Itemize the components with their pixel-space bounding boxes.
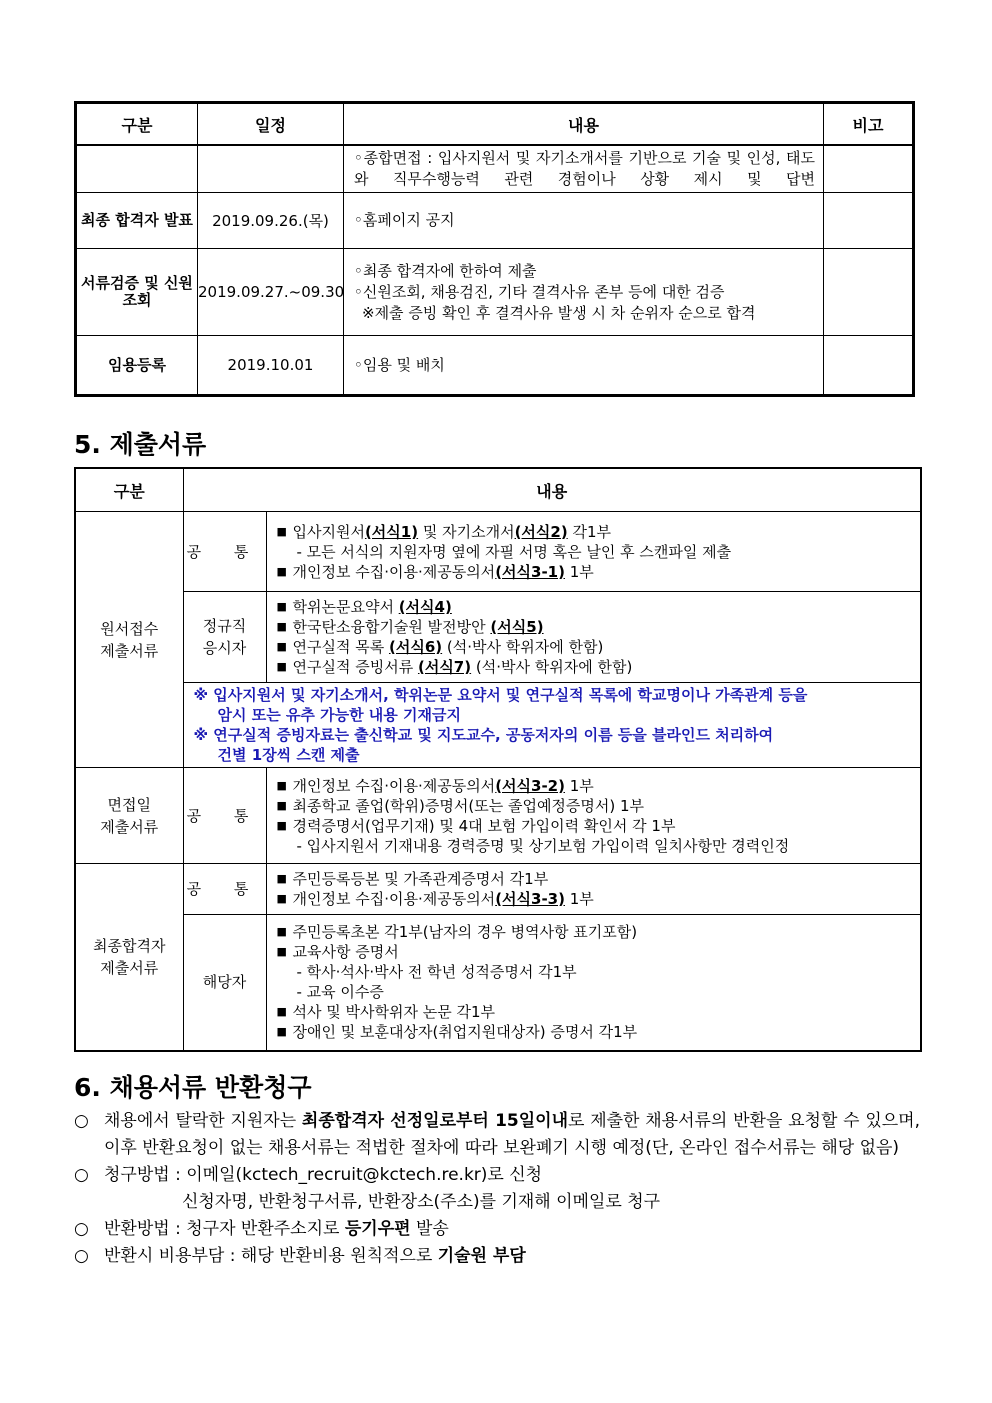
item-list xyxy=(277,922,913,1042)
list-item: ■ 석사 및 박사학위자 논문 각1부 xyxy=(277,1002,913,1022)
item-text: 입사지원서 xyxy=(292,522,365,541)
table-row xyxy=(76,193,914,249)
sub-label-text: 공 통 xyxy=(186,880,263,898)
table-row xyxy=(76,336,914,396)
paragraph xyxy=(74,1108,920,1162)
group-label-application xyxy=(75,512,183,768)
table-row xyxy=(75,864,921,915)
form-ref: (서식3-2) xyxy=(495,776,565,795)
row-content: ◦종합면접 : 입사지원서 및 자기소개서를 기반으로 기술 및 인성, 태도와 직무수행능력 관련 경험이나 상황 제시 및 답변 xyxy=(344,145,824,193)
table-row xyxy=(76,145,914,193)
list-item: ■ 주민등록등본 및 가족관계증명서 각1부 xyxy=(277,869,913,889)
item-text: 각1부 xyxy=(567,522,612,541)
sub-label-text: 공 통 xyxy=(186,806,263,825)
documents-header-row xyxy=(75,468,921,512)
row-date: 2019.09.26.(목) xyxy=(198,193,344,249)
list-subitem: - 교육 이수증 xyxy=(296,983,384,1002)
form-ref: (서식5) xyxy=(490,618,544,636)
item-list xyxy=(277,597,913,677)
form-ref: (서식4) xyxy=(398,598,452,616)
sub-label-applicable: 해당자 xyxy=(183,915,266,1051)
table-row xyxy=(75,768,921,864)
list-item xyxy=(277,562,913,582)
row-date: 2019.09.27.~09.30 xyxy=(198,249,344,336)
text: 발송 xyxy=(410,1219,449,1239)
list-item xyxy=(277,889,913,909)
row-content xyxy=(344,249,824,336)
items-cell xyxy=(266,592,921,683)
sub-label-common xyxy=(183,864,266,915)
sub-label-regular xyxy=(183,592,266,683)
list-item xyxy=(277,776,913,796)
item-text: 개인정보 수집·이용·제공동의서 xyxy=(292,890,496,908)
documents-table xyxy=(74,467,922,1052)
sub-label-common xyxy=(183,512,266,592)
group-label-line: 제출서류 xyxy=(100,641,159,660)
form-ref: (서식3-1) xyxy=(495,562,565,581)
items-cell xyxy=(266,512,921,592)
list-item: ■ 경력증명서(업무기재) 및 4대 보험 가입이력 확인서 각 1부 xyxy=(277,816,913,836)
item-text: 개인정보 수집·이용·제공동의서 xyxy=(292,776,496,795)
form-ref: (서식7) xyxy=(417,658,472,676)
table-row xyxy=(75,592,921,683)
notice-line: 건별 1장씩 스캔 제출 xyxy=(217,746,360,764)
row-note xyxy=(824,249,914,336)
list-subitem: - 학사·석사·박사 전 학년 성적증명서 각1부 xyxy=(296,963,577,982)
items-cell xyxy=(266,768,921,864)
row-date: 2019.10.01 xyxy=(198,336,344,396)
text: 반환시 비용부담 : 해당 반환비용 원칙적으로 xyxy=(104,1246,438,1266)
item-text: 개인정보 수집·이용·제공동의서 xyxy=(292,562,496,581)
list-subitem: - 모든 서식의 지원자명 옆에 자필 서명 혹은 날인 후 스캔파일 제출 xyxy=(296,542,732,561)
header-category: 구분 xyxy=(76,103,198,146)
paragraph-text xyxy=(104,1216,920,1243)
group-label-line: 면접일 xyxy=(107,795,151,814)
list-item xyxy=(277,597,913,617)
text: 로 제출한 채용서류의 반환을 요청할 수 있으며, 이후 반환요청이 없는 채용서류는 적법한 절차에 따라 보완폐기 시행 예정(단, 온라인 접수서류는 해당 없음) xyxy=(104,1111,920,1158)
group-label-line: 제출서류 xyxy=(100,958,159,977)
emphasis: 등기우편 xyxy=(344,1219,411,1239)
items-cell xyxy=(266,915,921,1051)
row-category: 임용등록 xyxy=(76,336,198,396)
table-row xyxy=(75,512,921,592)
text: 반환방법 : 청구자 반환주소지로 xyxy=(104,1219,345,1239)
paragraph xyxy=(74,1162,920,1189)
header-category: 구분 xyxy=(75,468,183,512)
emphasis: 최종합격자 선정일로부터 15일이내 xyxy=(301,1111,569,1131)
row-note xyxy=(824,145,914,193)
section-5-title: 5. 제출서류 xyxy=(74,430,207,459)
sub-label-common xyxy=(183,768,266,864)
section-6-body xyxy=(74,1108,920,1270)
item-text: 학위논문요약서 xyxy=(292,598,399,616)
sub-label-text: 공 통 xyxy=(186,542,263,561)
row-category: 서류검증 및 신원조회 xyxy=(76,249,198,336)
emphasis: 기술원 부담 xyxy=(437,1246,526,1266)
schedule-table xyxy=(74,101,915,397)
item-text: 연구실적 목록 xyxy=(292,638,389,656)
sub-label-line: 정규직 xyxy=(202,617,247,635)
item-text: 1부 xyxy=(564,776,594,795)
item-text: 및 자기소개서 xyxy=(418,522,515,541)
form-ref: (서식6) xyxy=(388,638,443,656)
list-item: ■ 최종학교 졸업(학위)증명서(또는 졸업예정증명서) 1부 xyxy=(277,796,913,816)
section-6-title: 6. 채용서류 반환청구 xyxy=(74,1073,312,1102)
content-line: ※제출 증빙 확인 후 결격사유 발생 시 차 순위자 순으로 합격 xyxy=(362,303,756,322)
item-text: 한국탄소융합기술원 발전방안 xyxy=(292,618,491,636)
header-content: 내용 xyxy=(183,468,921,512)
row-date xyxy=(198,145,344,193)
paragraph-text: 청구방법 : 이메일(kctech_recruit@kctech.re.kr)로 신청 xyxy=(104,1165,543,1185)
form-ref: (서식1) xyxy=(364,522,419,541)
table-row xyxy=(75,915,921,1051)
form-ref: (서식3-3) xyxy=(495,890,565,908)
form-ref: (서식2) xyxy=(514,522,568,541)
notice-line: ※ 입사지원서 및 자기소개서, 학위논문 요약서 및 연구실적 목록에 학교명이나 가족관계 등을 xyxy=(193,686,808,704)
text: 채용에서 탈락한 지원자는 xyxy=(104,1111,302,1131)
list-item xyxy=(277,522,913,542)
list-item xyxy=(277,617,913,637)
circle-bullet-icon: ○ xyxy=(74,1219,89,1239)
item-text: (석·박사 학위자에 한함) xyxy=(442,638,604,656)
table-row xyxy=(75,683,921,768)
circle-bullet-icon: ○ xyxy=(74,1165,89,1185)
notice-cell xyxy=(183,683,921,768)
sub-label-line: 응시자 xyxy=(202,639,247,657)
paragraph-subline: 신청자명, 반환청구서류, 반환장소(주소)를 기재해 이메일로 청구 xyxy=(182,1192,661,1212)
item-list xyxy=(277,869,913,909)
row-note xyxy=(824,336,914,396)
schedule-header-row xyxy=(76,103,914,146)
list-item xyxy=(277,657,913,677)
row-content: ◦임용 및 배치 xyxy=(344,336,824,396)
list-item xyxy=(277,637,913,657)
notice-line: 암시 또는 유추 가능한 내용 기재금지 xyxy=(217,706,461,724)
item-text: 1부 xyxy=(564,890,594,908)
item-text: 연구실적 증빙서류 xyxy=(292,658,418,676)
header-content: 내용 xyxy=(344,103,824,146)
item-list xyxy=(277,776,913,856)
items-cell xyxy=(266,864,921,915)
group-label-line: 최종합격자 xyxy=(93,936,166,955)
notice-line: ※ 연구실적 증빙자료는 출신학교 및 지도교수, 공동저자의 이름 등을 블라인드 처리하여 xyxy=(193,726,774,744)
list-subitem: - 입사지원서 기재내용 경력증명 및 상기보험 가입이력 일치사항만 경력인정 xyxy=(296,836,790,855)
row-category: 최종 합격자 발표 xyxy=(76,193,198,249)
paragraph-text xyxy=(104,1243,920,1270)
item-list xyxy=(277,522,913,582)
list-item: ■ 주민등록초본 각1부(남자의 경우 병역사항 표기포함) xyxy=(277,922,913,942)
content-line: ◦최종 합격자에 한하여 제출 xyxy=(354,261,537,280)
content-line: ◦신원조회, 채용검진, 기타 결격사유 존부 등에 대한 검증 xyxy=(354,282,725,301)
paragraph-text xyxy=(104,1108,920,1162)
group-label-line: 제출서류 xyxy=(100,817,159,836)
item-text: (석·박사 학위자에 한함) xyxy=(471,658,633,676)
header-note: 비고 xyxy=(824,103,914,146)
item-text: 1부 xyxy=(564,562,594,581)
circle-bullet-icon: ○ xyxy=(74,1246,89,1266)
header-date: 일정 xyxy=(198,103,344,146)
group-label-final xyxy=(75,864,183,1051)
paragraph xyxy=(74,1216,920,1243)
row-note xyxy=(824,193,914,249)
table-row xyxy=(76,249,914,336)
list-item: ■ 장애인 및 보훈대상자(취업지원대상자) 증명서 각1부 xyxy=(277,1022,913,1042)
row-category xyxy=(76,145,198,193)
group-label-line: 원서접수 xyxy=(100,619,159,638)
circle-bullet-icon: ○ xyxy=(74,1111,89,1131)
group-label-interview xyxy=(75,768,183,864)
paragraph xyxy=(74,1243,920,1270)
row-content: ◦홈페이지 공지 xyxy=(344,193,824,249)
list-item: ■ 교육사항 증명서 xyxy=(277,942,913,962)
